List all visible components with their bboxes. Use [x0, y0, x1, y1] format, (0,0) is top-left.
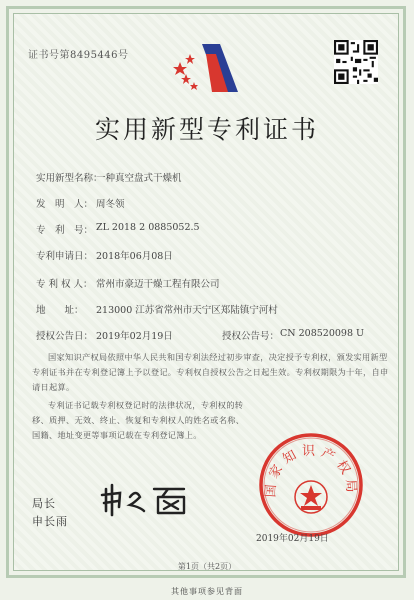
field-patent-number: 专 利 号： ZL 2018 2 0885052.5 [36, 222, 200, 236]
paragraph-grant-statement: 国家知识产权局依照中华人民共和国专利法经过初步审查，决定授予专利权，颁发实用新型专利证书并在专利登记簿上予以登记。专利权自授权公告之日起生效。专利权期限为十年，自申请日起算。 [32, 352, 389, 392]
signature-name: 申长雨 [32, 515, 68, 528]
field-utility-model-name: 实用新型名称： 一种真空盘式干燥机 [36, 173, 182, 184]
signature-role: 局长 [32, 497, 56, 510]
official-seal-icon [257, 431, 365, 539]
paragraph-legal-status: 专利证书记载专利权登记时的法律状况，专利权的转移、质押、无效、终止、恢复和专利权人的姓名或名称、国籍、地址变更等事项记载在专利登记簿上。 [32, 400, 245, 440]
field-grant-announcement-date: 授权公告日： 2019年02月19日 [36, 331, 173, 342]
field-application-date: 专利申请日： 2018年06月08日 [36, 251, 173, 262]
field-address: 地 址： 213000 江苏省常州市天宁区郑陆镇宁河村 [36, 305, 278, 316]
field-inventor: 发 明 人： 周冬领 [36, 199, 125, 210]
certificate-number: 证书号第8495446号 [28, 50, 129, 61]
page-number: 第1页（共2页） [177, 562, 237, 571]
document-title: 实用新型专利证书 [94, 115, 319, 144]
cnipa-emblem-icon [172, 40, 242, 96]
footer-note: 其他事项参见背面 [171, 587, 243, 596]
handwritten-signature-icon [100, 483, 190, 517]
svg-text:国家知识产权局: 国家知识产权局 [263, 444, 359, 498]
field-patentee: 专 利 权 人： 常州市豪迈干燥工程有限公司 [36, 279, 220, 290]
field-grant-announcement-number: 授权公告号： CN 208520098 U [222, 328, 365, 342]
qr-code-icon [334, 40, 378, 84]
seal-date: 2019年02月19日 [256, 534, 329, 544]
